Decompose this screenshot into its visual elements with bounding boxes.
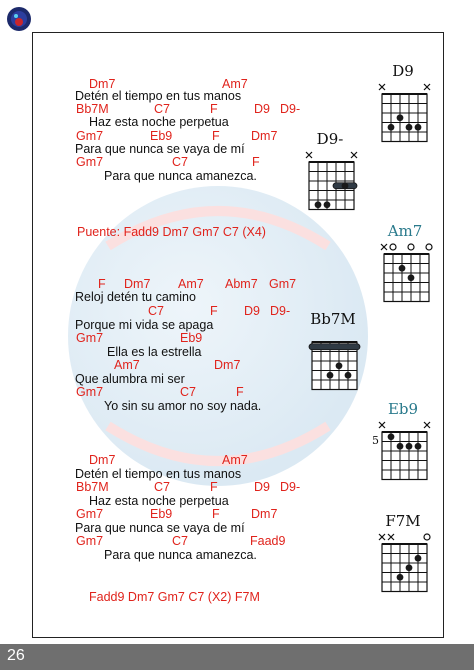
lyric-line: Para que nunca se vaya de mí — [75, 521, 245, 535]
chord: Dm7 — [251, 129, 278, 143]
chord: F — [252, 155, 260, 169]
finger-dot — [397, 114, 404, 121]
lyric-line: Yo sin su amor no soy nada. — [104, 399, 262, 413]
finger-dot — [406, 564, 413, 571]
chord: Eb9 — [180, 331, 203, 345]
chord-diagram-name: D9- — [316, 130, 344, 148]
chord: F — [210, 480, 218, 494]
chord: Dm7 — [124, 277, 151, 291]
chord: Gm7 — [76, 507, 104, 521]
open-string-mark — [424, 534, 430, 540]
bridge-line: Puente: Fadd9 Dm7 Gm7 C7 (X4) — [77, 225, 266, 239]
open-string-mark — [426, 244, 432, 250]
chord: Dm7 — [89, 77, 116, 91]
chord: Gm7 — [76, 385, 104, 399]
finger-dot — [336, 362, 343, 369]
chord: F — [98, 277, 106, 291]
chord: F — [212, 507, 220, 521]
chord: Bb7M — [76, 102, 109, 116]
finger-dot — [327, 372, 334, 379]
barre-mark — [309, 344, 360, 350]
chord: C7 — [172, 155, 188, 169]
chord-diagram-d9 — [372, 62, 434, 150]
chord-diagram-name: Am7 — [387, 222, 423, 240]
lyric-line: Haz esta noche perpetua — [89, 494, 229, 508]
chord: D9 — [254, 102, 270, 116]
lyric-line: Porque mi vida se apaga — [75, 318, 214, 332]
lyric-line: Reloj detén tu camino — [75, 290, 196, 304]
chord-diagram-f7m — [372, 512, 434, 600]
lyric-line: Detén el tiempo en tus manos — [75, 89, 242, 103]
chord: F — [212, 129, 220, 143]
chord: D9 — [254, 480, 270, 494]
lyric-line: Detén el tiempo en tus manos — [75, 467, 242, 481]
fretboard-svg — [302, 328, 364, 398]
finger-dot — [406, 443, 413, 450]
chord: Abm7 — [225, 277, 258, 291]
chord: D9- — [270, 304, 291, 318]
lyric-line: Para que nunca amanezca. — [104, 169, 257, 183]
fretboard-svg — [299, 148, 361, 218]
open-string-mark — [408, 244, 414, 250]
finger-dot — [406, 124, 413, 131]
fretboard-frame — [384, 254, 429, 302]
chord: Dm7 — [251, 507, 278, 521]
chord-diagram-am7 — [374, 222, 436, 310]
chord: D9- — [280, 102, 301, 116]
chord: F — [236, 385, 244, 399]
chord: Dm7 — [89, 453, 116, 467]
finger-dot — [415, 443, 422, 450]
chord-diagram-name: D9 — [392, 62, 414, 80]
chord: Faad9 — [250, 534, 286, 548]
ending-line: Fadd9 Dm7 Gm7 C7 (X2) F7M — [89, 590, 260, 604]
chord: C7 — [154, 102, 170, 116]
chord: C7 — [154, 480, 170, 494]
chord: C7 — [180, 385, 196, 399]
finger-dot — [388, 124, 395, 131]
finger-dot — [397, 574, 404, 581]
chord: F — [210, 304, 218, 318]
chord: Gm7 — [269, 277, 297, 291]
lyric-line: Que alumbra mi ser — [75, 372, 185, 386]
finger-dot — [408, 274, 415, 281]
chord-diagram-name: Bb7M — [310, 310, 356, 328]
chord: Dm7 — [214, 358, 241, 372]
fretboard-svg — [372, 418, 434, 488]
lyric-line: Haz esta noche perpetua — [89, 115, 229, 129]
lyric-line: Ella es la estrella — [107, 345, 202, 359]
chord: Gm7 — [76, 129, 104, 143]
finger-dot — [345, 372, 352, 379]
lyric-line: Para que nunca se vaya de mí — [75, 142, 245, 156]
finger-dot — [415, 124, 422, 131]
chord: Am7 — [178, 277, 204, 291]
chord-diagram-d9-minus — [299, 130, 361, 218]
chord: Am7 — [222, 453, 248, 467]
chord-diagram-name: F7M — [385, 512, 421, 530]
fretboard-svg — [372, 530, 434, 600]
fretboard-frame — [382, 94, 427, 142]
chord: F — [210, 102, 218, 116]
chord: Eb9 — [150, 507, 173, 521]
corner-badge-icon — [6, 6, 32, 32]
chord: Gm7 — [76, 331, 104, 345]
fretboard-frame — [382, 544, 427, 592]
finger-dot — [415, 555, 422, 562]
finger-dot — [324, 201, 331, 208]
finger-dot — [399, 265, 406, 272]
chord-diagram-bb7m — [302, 310, 364, 398]
lyric-line: Para que nunca amanezca. — [104, 548, 257, 562]
finger-dot — [342, 182, 349, 189]
page-number: 26 — [7, 647, 25, 664]
chord: Gm7 — [76, 155, 104, 169]
open-string-mark — [390, 244, 396, 250]
chord: Bb7M — [76, 480, 109, 494]
chord: C7 — [172, 534, 188, 548]
finger-dot — [388, 433, 395, 440]
chord: C7 — [148, 304, 164, 318]
chord: D9- — [280, 480, 301, 494]
chord-diagram-eb9 — [372, 400, 434, 488]
footer-bar — [0, 644, 474, 670]
chord: Am7 — [114, 358, 140, 372]
chord: Eb9 — [150, 129, 173, 143]
chord: D9 — [244, 304, 260, 318]
finger-dot — [397, 443, 404, 450]
fretboard-svg — [372, 80, 434, 150]
fret-number-label: 5 — [372, 434, 379, 447]
chord: Gm7 — [76, 534, 104, 548]
chord: Am7 — [222, 77, 248, 91]
finger-dot — [315, 201, 322, 208]
fretboard-svg — [374, 240, 436, 310]
chord-diagram-name: Eb9 — [387, 400, 419, 418]
